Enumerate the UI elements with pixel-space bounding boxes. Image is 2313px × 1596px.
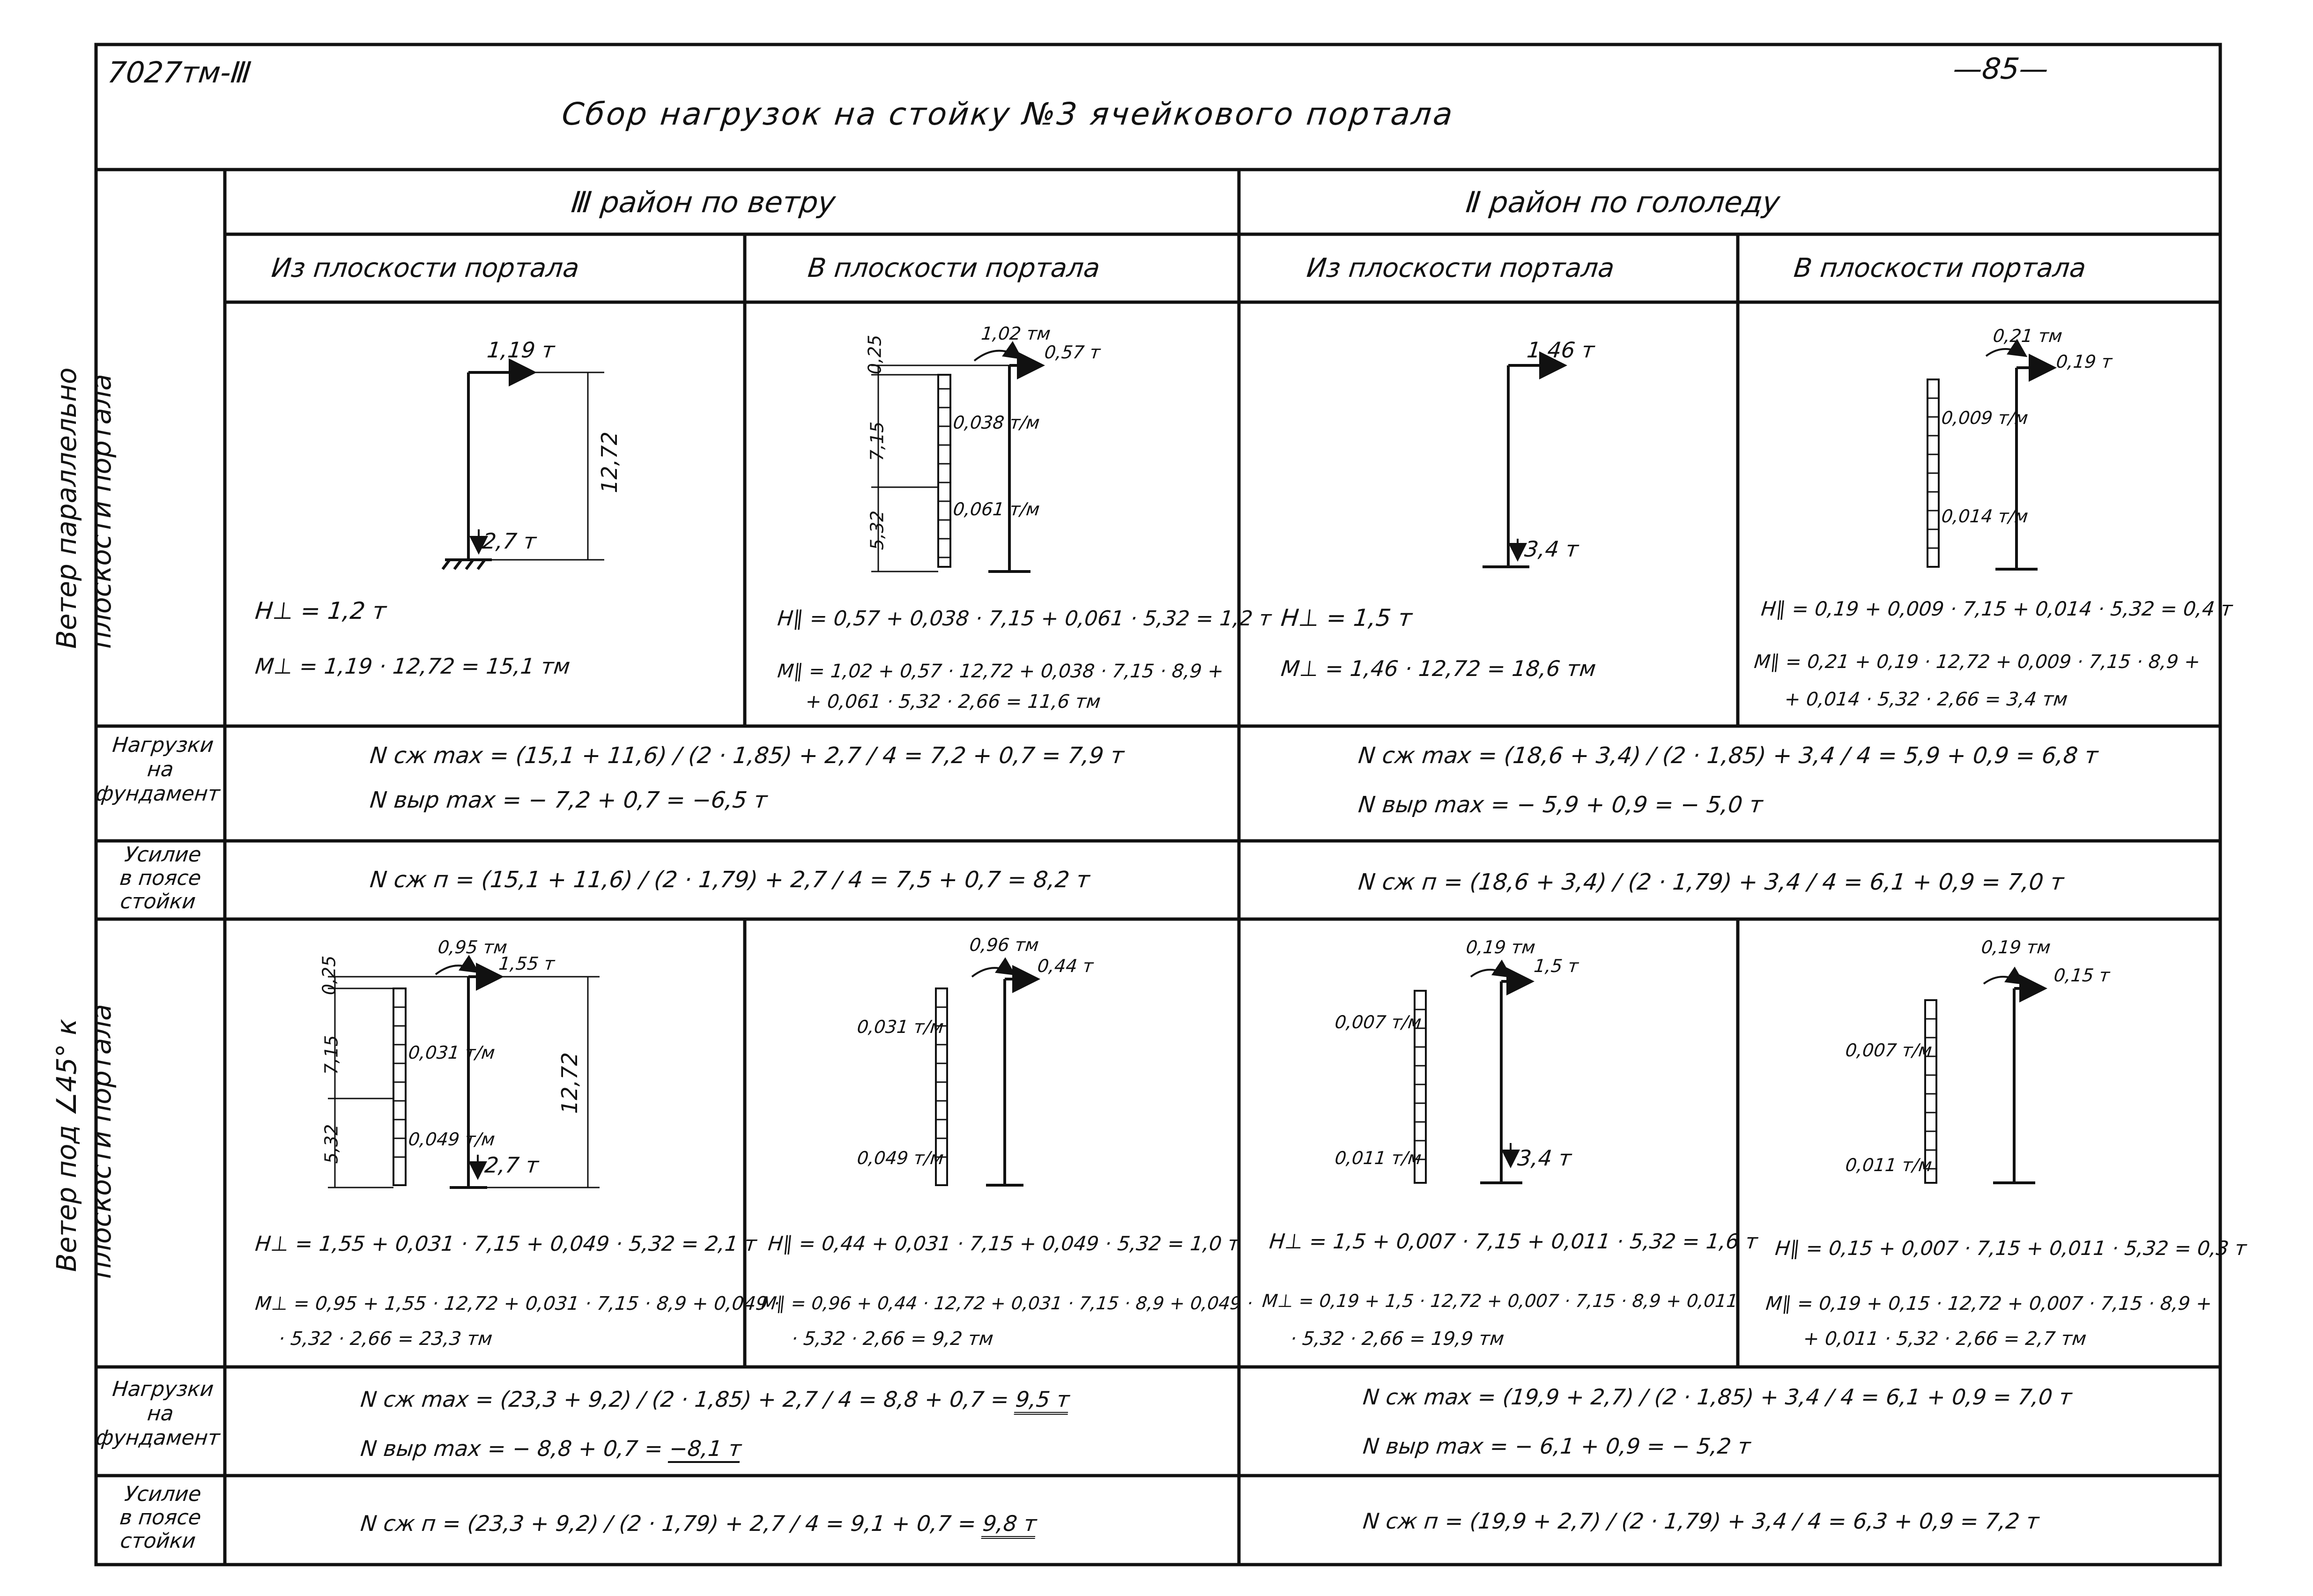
d5-dim-label: 12,72: [556, 1052, 582, 1114]
d2-q2-label: 0,061 т/м: [952, 499, 1041, 520]
formula-g1c: · 5,32 · 2,66 = 23,3 тм: [277, 1328, 494, 1350]
result-k2: −8,1 т: [668, 1436, 742, 1463]
formula-n4: N выр max = − 5,9 + 0,9 = − 5,0 т: [1357, 792, 1764, 818]
formula-n1: N сж max = (15,1 + 11,6) / (2 · 1,85) + 2,7 / 4 = 7,2 + 0,7 = 7,9 т: [369, 742, 1126, 769]
formula-3a: H⊥ = 1,5 т: [1279, 604, 1414, 631]
d3-v-label: 3,4 т: [1523, 536, 1580, 562]
formula-g2c: · 5,32 · 2,66 = 9,2 тм: [790, 1328, 994, 1350]
d2-m-label: 1,02 тм: [980, 323, 1052, 344]
formula-k6: N сж п = (19,9 + 2,7) / (2 · 1,79) + 3,4 / 4 = 6,3 + 0,9 = 7,2 т: [1362, 1508, 2040, 1534]
formula-4c: + 0,014 · 5,32 · 2,66 = 3,4 тм: [1783, 689, 2069, 710]
formula-4a: H∥ = 0,19 + 0,009 · 7,15 + 0,014 · 5,32 = 0,4 т: [1760, 597, 2234, 620]
formula-g3a: H⊥ = 1,5 + 0,007 · 7,15 + 0,011 · 5,32 = 1,6 т: [1268, 1230, 1759, 1254]
d5-s2-label: 7,15: [321, 1035, 342, 1075]
formula-g4a: H∥ = 0,15 + 0,007 · 7,15 + 0,011 · 5,32 = 0,3 т: [1774, 1237, 2248, 1260]
header-ice: Ⅱ район по гололеду: [1464, 185, 1782, 219]
d7-q2-label: 0,011 т/м: [1334, 1148, 1423, 1168]
d5-s3-label: 5,32: [321, 1124, 342, 1164]
formula-1a: H⊥ = 1,2 т: [253, 597, 388, 624]
d2-s1-label: 0,25: [864, 334, 885, 375]
formula-n5: N сж п = (15,1 + 11,6) / (2 · 1,79) + 2,7 / 4 = 7,5 + 0,7 = 8,2 т: [369, 867, 1091, 893]
formula-g4c: + 0,011 · 5,32 · 2,66 = 2,7 тм: [1802, 1328, 2088, 1350]
d6-m-label: 0,96 тм: [968, 935, 1040, 955]
header-wind: Ⅲ район по ветру: [570, 185, 838, 219]
header-ice-in: В плоскости портала: [1792, 253, 2088, 283]
d2-s3-label: 5,32: [867, 510, 888, 550]
d8-q1-label: 0,007 т/м: [1844, 1040, 1933, 1061]
formula-g3c: · 5,32 · 2,66 = 19,9 тм: [1289, 1328, 1505, 1350]
header-wind-out: Из плоскости портала: [270, 253, 581, 283]
formula-g1b: M⊥ = 0,95 + 1,55 · 12,72 + 0,031 · 7,15 · 8,9 + 0,049 ·: [254, 1293, 781, 1314]
d8-h-label: 0,15 т: [2053, 965, 2111, 986]
formula-n2: N выр max = − 7,2 + 0,7 = −6,5 т: [369, 787, 769, 813]
d1-dim-label: 12,72: [596, 431, 622, 493]
d2-h-label: 0,57 т: [1043, 342, 1102, 363]
formula-3b: M⊥ = 1,46 · 12,72 = 18,6 тм: [1280, 656, 1597, 681]
formula-g2b: M∥ = 0,96 + 0,44 · 12,72 + 0,031 · 7,15 · 8,9 + 0,049 ·: [760, 1293, 1254, 1314]
page-title: Сбор нагрузок на стойку №3 ячейкового портала: [560, 96, 1456, 132]
d5-s1-label: 0,25: [319, 955, 340, 995]
d7-q1-label: 0,007 т/м: [1334, 1012, 1423, 1032]
formula-4b: M∥ = 0,21 + 0,19 · 12,72 + 0,009 · 7,15 · 8,9 +: [1753, 651, 2202, 673]
d5-v-label: 2,7 т: [483, 1152, 540, 1178]
d5-m-label: 0,95 тм: [437, 937, 508, 958]
row-label-parallel: Ветер параллельно плоскости портала: [51, 367, 117, 649]
page-number: —85—: [1951, 52, 2050, 86]
doc-code: 7027тм-Ⅲ: [106, 55, 253, 89]
d2-q1-label: 0,038 т/м: [952, 412, 1041, 433]
formula-g3b: M⊥ = 0,19 + 1,5 · 12,72 + 0,007 · 7,15 · 8,9 + 0,011: [1261, 1291, 1739, 1311]
d4-m-label: 0,21 тм: [1992, 326, 2063, 346]
header-ice-out: Из плоскости портала: [1305, 253, 1616, 283]
d4-q1-label: 0,009 т/м: [1940, 408, 2029, 428]
result-k1: 9,5 т: [1014, 1387, 1071, 1415]
d6-h-label: 0,44 т: [1036, 956, 1095, 976]
d8-q2-label: 0,011 т/м: [1844, 1155, 1933, 1175]
formula-g4b: M∥ = 0,19 + 0,15 · 12,72 + 0,007 · 7,15 · 8,9 +: [1764, 1293, 2213, 1314]
d6-q2-label: 0,049 т/м: [856, 1148, 945, 1168]
d1-h-label: 1,19 т: [486, 337, 556, 363]
formula-k5: N сж п = (23,3 + 9,2) / (2 · 1,79) + 2,7 / 4 = 9,1 + 0,7 = 9,8 т: [359, 1511, 1038, 1536]
d8-m-label: 0,19 тм: [1980, 937, 2052, 958]
d3-h-label: 1,46 т: [1526, 337, 1596, 363]
formula-2b: M∥ = 1,02 + 0,57 · 12,72 + 0,038 · 7,15 · 8,9 +: [776, 661, 1225, 682]
d1-v-label: 2,7 т: [481, 528, 538, 554]
d5-q2-label: 0,049 т/м: [407, 1129, 496, 1150]
d4-q2-label: 0,014 т/м: [1940, 506, 2029, 527]
formula-n6: N сж п = (18,6 + 3,4) / (2 · 1,79) + 3,4 / 4 = 6,1 + 0,9 = 7,0 т: [1357, 869, 2065, 895]
d5-h-label: 1,55 т: [497, 953, 556, 974]
formula-g2a: H∥ = 0,44 + 0,031 · 7,15 + 0,049 · 5,32 = 1,0 т: [767, 1232, 1241, 1255]
formula-k2: N выр max = − 8,8 + 0,7 = −8,1 т: [359, 1436, 742, 1461]
d7-m-label: 0,19 тм: [1465, 937, 1536, 958]
diagram-2-column: [871, 351, 1042, 572]
row-label-foundation-2: Нагрузки на фундамент: [95, 1377, 222, 1450]
formula-k3: N сж max = (19,9 + 2,7) / (2 · 1,85) + 3,4 / 4 = 6,1 + 0,9 = 7,0 т: [1362, 1384, 2073, 1410]
d5-q1-label: 0,031 т/м: [407, 1042, 496, 1063]
formula-g1a: H⊥ = 1,55 + 0,031 · 7,15 + 0,049 · 5,32 = 2,1 т: [254, 1232, 758, 1256]
formula-2a: H∥ = 0,57 + 0,038 · 7,15 + 0,061 · 5,32 = 1,2 т: [776, 607, 1273, 631]
row-label-chord-1: Усилие в поясе стойки: [119, 843, 203, 913]
diagram-6-column: [936, 968, 1038, 1185]
header-wind-in: В плоскости портала: [806, 253, 1102, 283]
row-label-foundation-1: Нагрузки на фундамент: [95, 733, 222, 806]
diagram-4-column: [1928, 349, 2054, 569]
d7-h-label: 1,5 т: [1533, 956, 1579, 976]
formula-2c: + 0,061 · 5,32 · 2,66 = 11,6 тм: [804, 691, 1102, 713]
d2-s2-label: 7,15: [867, 421, 888, 461]
formula-k4: N выр max = − 6,1 + 0,9 = − 5,2 т: [1362, 1433, 1752, 1459]
row-label-chord-2: Усилие в поясе стойки: [119, 1482, 203, 1553]
result-k5: 9,8 т: [981, 1511, 1038, 1539]
row-label-angle: Ветер под ∠45° к плоскости портала: [51, 1004, 117, 1279]
diagram-8-column: [1925, 977, 2045, 1183]
diagram-7-column: [1415, 970, 1532, 1183]
d6-q1-label: 0,031 т/м: [856, 1017, 945, 1037]
formula-n3: N сж max = (18,6 + 3,4) / (2 · 1,85) + 3,4 / 4 = 5,9 + 0,9 = 6,8 т: [1357, 742, 2099, 769]
formula-k1: N сж max = (23,3 + 9,2) / (2 · 1,85) + 2,7 / 4 = 8,8 + 0,7 = 9,5 т: [359, 1387, 1071, 1412]
formula-1b: M⊥ = 1,19 · 12,72 = 15,1 тм: [254, 653, 571, 679]
d4-h-label: 0,19 т: [2055, 351, 2113, 372]
d7-v-label: 3,4 т: [1516, 1145, 1573, 1171]
